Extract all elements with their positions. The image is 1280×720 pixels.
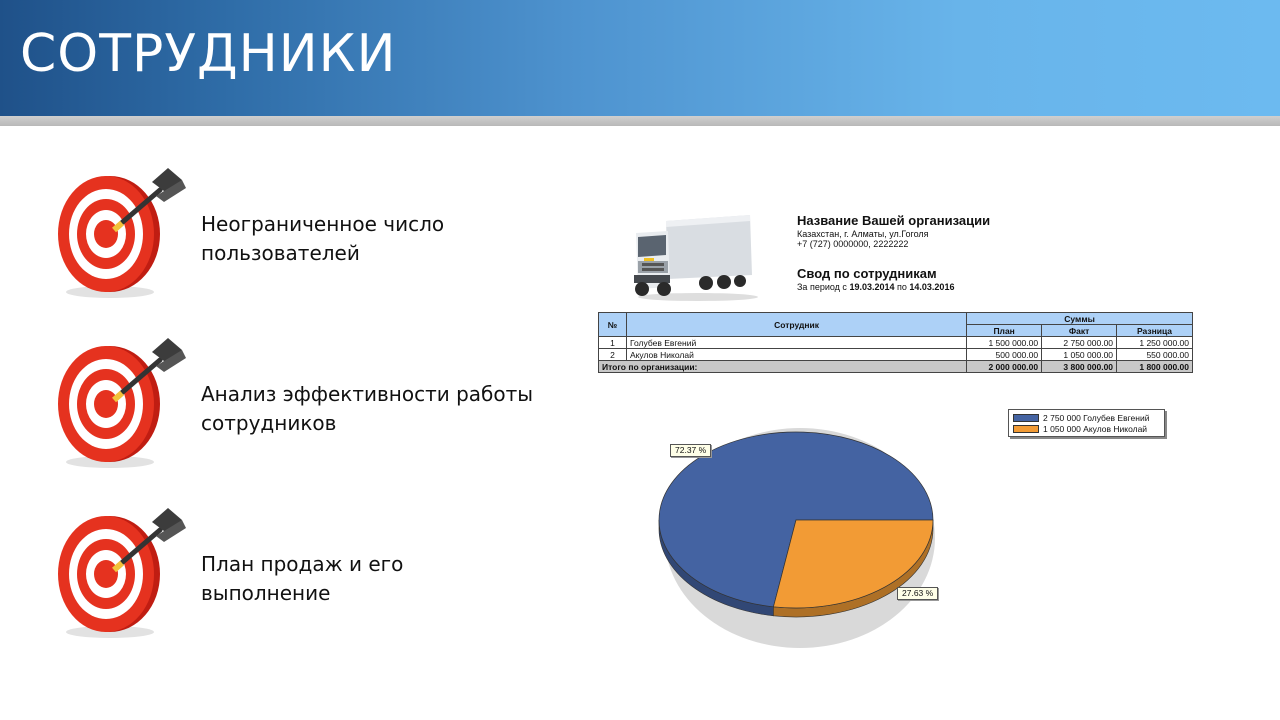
- employee-name: Акулов Николай: [626, 349, 966, 361]
- report-period: [797, 282, 954, 292]
- fact-value: 2 750 000.00: [1042, 337, 1117, 349]
- column-header-number: №: [599, 313, 627, 337]
- column-header-plan: План: [967, 325, 1042, 337]
- organization-phone: +7 (727) 0000000, 2222222: [797, 239, 909, 249]
- slide-title: СОТРУДНИКИ: [20, 24, 397, 84]
- slice-percent-label: 27.63 %: [897, 587, 938, 600]
- plan-value: 500 000.00: [967, 349, 1042, 361]
- legend-label: 2 750 000 Голубев Евгений: [1043, 413, 1150, 423]
- legend-swatch: [1013, 414, 1039, 422]
- banner-divider: [0, 116, 1280, 126]
- bullet-text-line: План продаж и его: [201, 552, 404, 576]
- column-header-employee: Сотрудник: [626, 313, 966, 337]
- legend-label: 1 050 000 Акулов Николай: [1043, 424, 1148, 434]
- bullet-text-line: сотрудников: [201, 411, 337, 435]
- legend-item: [1013, 413, 1149, 424]
- feature-bullet: [52, 336, 552, 476]
- report-title: Свод по сотрудникам: [797, 266, 937, 281]
- organization-address: Казахстан, г. Алматы, ул.Гоголя: [797, 229, 929, 239]
- fact-value: 1 050 000.00: [1042, 349, 1117, 361]
- table-row: [599, 337, 1193, 349]
- feature-bullet: [52, 506, 552, 646]
- summary-table: [598, 312, 1193, 373]
- table-row: [599, 349, 1193, 361]
- chart-legend: [1008, 409, 1165, 437]
- plan-value: 1 500 000.00: [967, 337, 1042, 349]
- total-difference: 1 800 000.00: [1117, 361, 1193, 373]
- period-mid: по: [897, 282, 907, 292]
- difference-value: 1 250 000.00: [1117, 337, 1193, 349]
- slice-percent-label: 72.37 %: [670, 444, 711, 457]
- employee-summary-report: [598, 205, 1194, 645]
- column-header-difference: Разница: [1117, 325, 1193, 337]
- total-label: Итого по организации:: [599, 361, 967, 373]
- period-from: 19.03.2014: [849, 282, 895, 292]
- target-dart-icon: [52, 506, 192, 646]
- total-fact: 3 800 000.00: [1042, 361, 1117, 373]
- target-dart-icon: [52, 336, 192, 476]
- period-to: 14.03.2016: [909, 282, 955, 292]
- row-number: 2: [599, 349, 627, 361]
- target-dart-icon: [52, 166, 192, 306]
- legend-swatch: [1013, 425, 1039, 433]
- row-number: 1: [599, 337, 627, 349]
- bullet-text-line: Анализ эффективности работы: [201, 382, 534, 406]
- column-header-fact: Факт: [1042, 325, 1117, 337]
- bullet-text-line: пользователей: [201, 241, 360, 265]
- organization-name: Название Вашей организации: [797, 213, 991, 228]
- column-header-sums: Суммы: [967, 313, 1193, 325]
- employee-name: Голубев Евгений: [626, 337, 966, 349]
- truck-icon: [628, 213, 758, 303]
- period-prefix: За период с: [797, 282, 847, 292]
- difference-value: 550 000.00: [1117, 349, 1193, 361]
- bullet-text-line: выполнение: [201, 581, 331, 605]
- legend-item: [1013, 424, 1147, 435]
- feature-bullet: [52, 166, 552, 306]
- total-plan: 2 000 000.00: [967, 361, 1042, 373]
- bullet-text-line: Неограниченное число: [201, 212, 445, 236]
- total-row: [599, 361, 1193, 373]
